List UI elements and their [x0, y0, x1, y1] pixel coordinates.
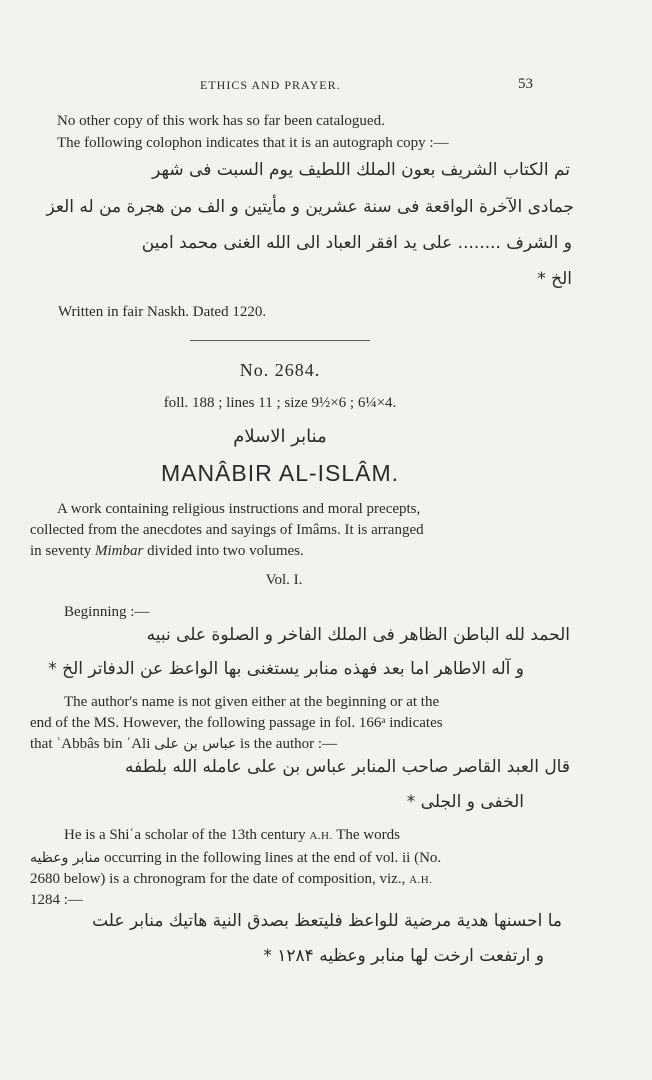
beginning-line-1: الحمد لله الباطن الظاهر فی الملك الفاخر و الصلوة علی نبیه	[146, 625, 570, 645]
section-divider	[190, 340, 370, 341]
written-note: Written in fair Naskh. Dated 1220.	[58, 304, 267, 320]
shia-line-1	[64, 827, 400, 844]
colophon-line-2: جمادی الآخرة الواقعة فی سنة عشرین و مأیتین و الف من هجرة من له العز	[46, 197, 574, 217]
passage-line-2: الخفی و الجلی *	[406, 792, 524, 812]
author-arabic-name: عباس بن علی	[154, 736, 237, 752]
colophon-line-1: تم الكتاب الشريف بعون الملك اللطيف يوم السبت فی شهر	[152, 160, 570, 180]
description-line-1: A work containing religious instructions and moral precepts,	[57, 501, 421, 517]
beginning-label: Beginning :—	[64, 604, 150, 620]
entry-title: MANÂBIR AL-ISLÂM.	[160, 460, 400, 486]
entry-arabic-title: منابر الاسلام	[233, 426, 327, 447]
page-number: 53	[518, 76, 533, 92]
shia-line-4: 1284 :—	[30, 892, 83, 908]
shia-line-3	[30, 871, 432, 888]
description-text: in seventy	[30, 543, 95, 559]
entry-physical-description: foll. 188 ; lines 11 ; size 9½×6 ; 6¼×4.	[163, 395, 397, 411]
beginning-line-2: و آله الاطاهر اما بعد فهذه منابر یستغنی بها الواعظ عن الدفاتر الخ *	[48, 659, 524, 679]
colophon-line-4: الخ *	[537, 269, 572, 289]
shia-text: 2680 below) is a chronogram for the date of composition, viz.,	[30, 871, 406, 887]
author-line-2: end of the MS. However, the following passage in fol. 166ᵃ indicates	[30, 715, 443, 731]
verse-line-1: ما احسنها هدیة مرضیة للواعظ فلیتعظ بصدق النیة هاتیك منابر علت	[92, 911, 562, 931]
running-header: ETHICS AND PRAYER.	[200, 78, 341, 92]
intro-line-2: The following colophon indicates that it is an autograph copy :—	[57, 135, 449, 151]
shia-arabic-words: منابر وعظیه	[30, 850, 101, 866]
passage-line-1: قال العبد القاصر صاحب المنابر عباس بن علی عامله الله بلطفه	[125, 757, 570, 777]
author-text: is the author :—	[239, 736, 338, 752]
description-text: divided into two volumes.	[143, 543, 304, 559]
shia-text: occurring in the following lines at the end of vol. ii (No.	[104, 850, 442, 866]
author-line-1: The author's name is not given either at the beginning or at the	[64, 694, 440, 710]
shia-line-2	[30, 850, 441, 867]
verse-line-2: و ارتفعت ارخت لها منابر وعظیه ۱۲۸۴ *	[263, 946, 544, 966]
description-line-3	[30, 543, 304, 560]
volume-heading: Vol. I.	[265, 572, 303, 588]
shia-era-abbrev: A.H.	[309, 830, 333, 842]
description-line-2: collected from the anecdotes and sayings of Imâms. It is arranged	[30, 522, 424, 538]
shia-era-abbrev: A.H.	[409, 874, 433, 886]
entry-number: No. 2684.	[239, 360, 321, 380]
intro-line-1: No other copy of this work has so far been catalogued.	[57, 113, 385, 129]
shia-text: The words	[336, 827, 400, 843]
author-line-3	[30, 736, 337, 753]
colophon-line-3: و الشرف ........ علی ید افقر العباد الی الله الغنی محمد امین	[141, 233, 572, 253]
author-text: that ʿAbbâs bin ʿAli	[30, 736, 151, 752]
shia-text: He is a Shiʿa scholar of the 13th century	[64, 827, 306, 843]
description-italic-term: Mimbar	[95, 543, 144, 559]
